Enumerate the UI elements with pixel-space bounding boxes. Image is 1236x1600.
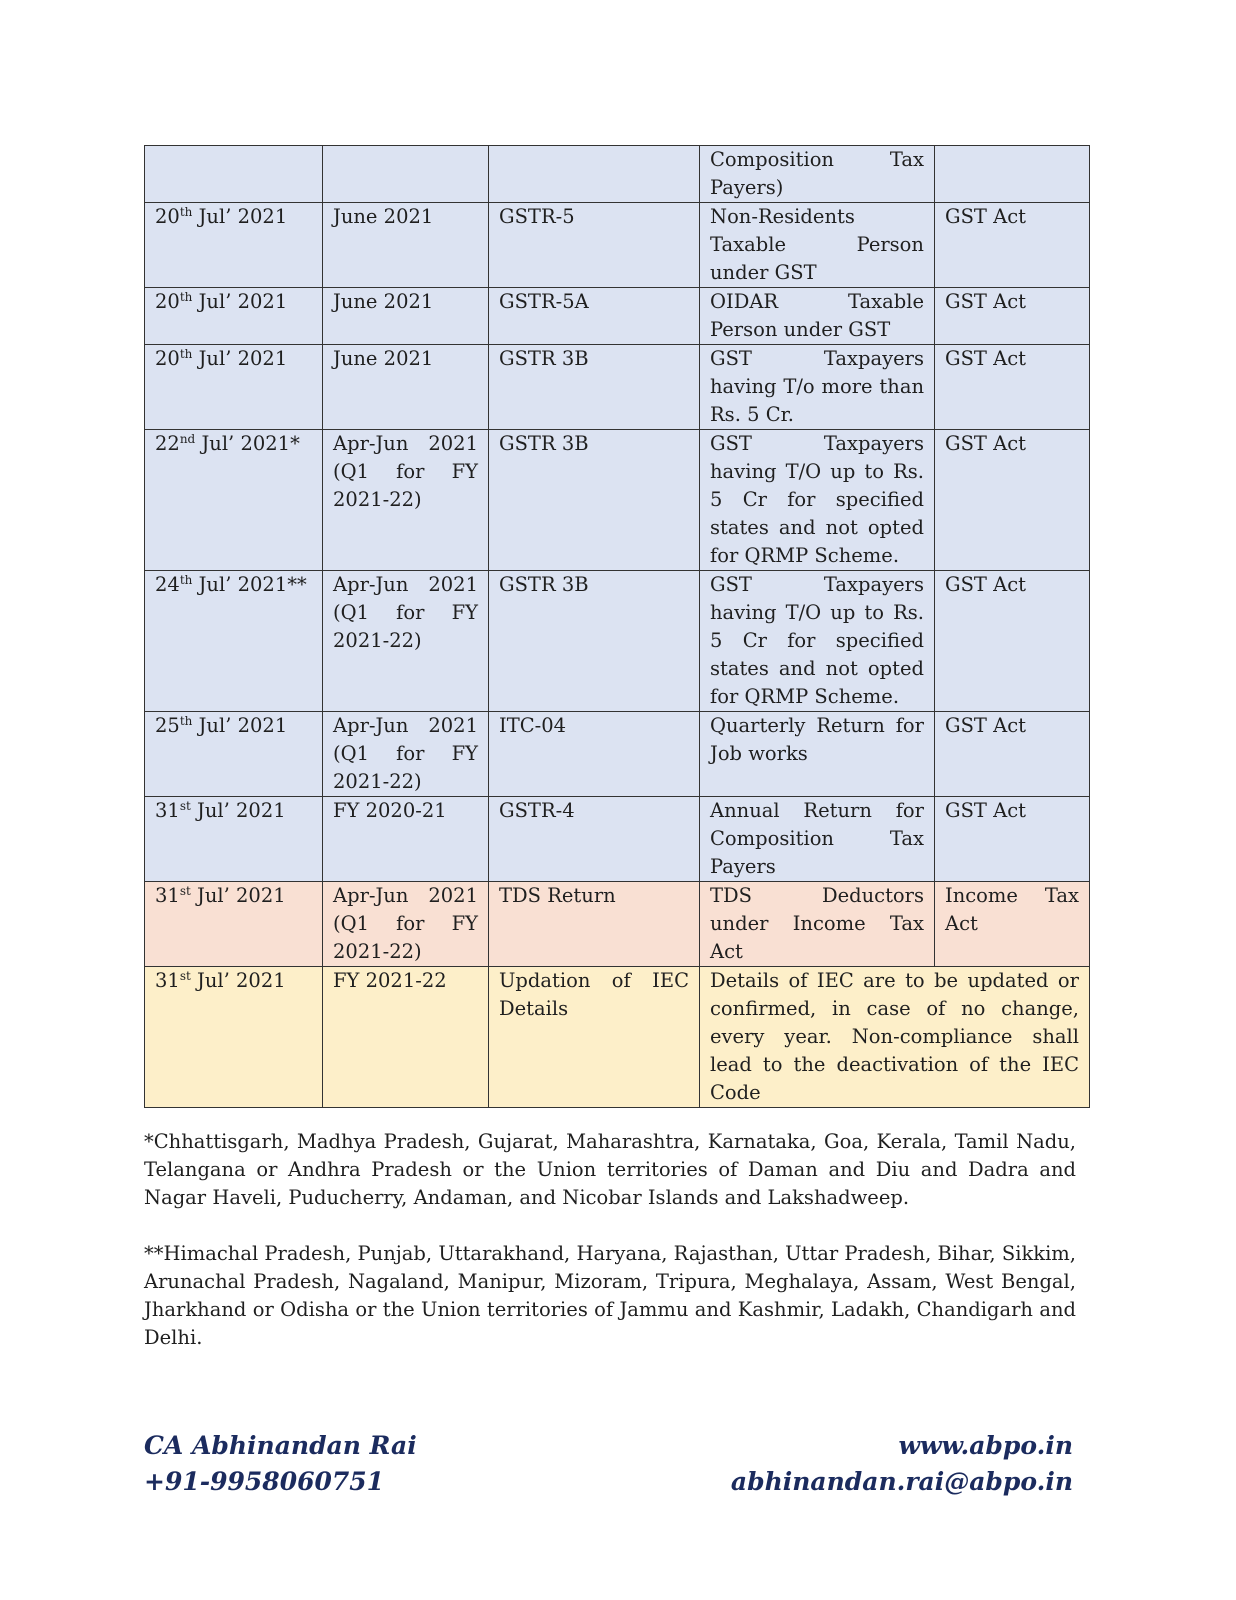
form-cell — [489, 967, 700, 1108]
table-row — [145, 882, 1090, 967]
form-cell-text: GSTR 3B — [499, 432, 589, 455]
applicable-to-cell-text: Composition Tax Payers) — [710, 148, 924, 199]
applicable-to-cell-text: Annual Return for Composition Tax Payers — [710, 799, 924, 878]
period-cell-text: Apr-Jun 2021 (Q1 for FY 2021-22) — [333, 573, 478, 652]
act-cell — [935, 288, 1090, 345]
day-ordinal-suffix: st — [179, 884, 191, 898]
applicable-to-cell — [700, 345, 935, 430]
due-day: 20 — [155, 290, 180, 313]
table-body — [145, 146, 1090, 1108]
applicable-to-cell — [700, 882, 935, 967]
day-ordinal-suffix: th — [179, 347, 193, 361]
period-cell — [323, 146, 489, 203]
due-date-cell — [145, 967, 323, 1108]
due-month-year: Jul’ 2021 — [192, 714, 288, 737]
act-cell-text: Income Tax Act — [945, 884, 1079, 935]
applicable-to-cell — [700, 797, 935, 882]
due-month-year: Jul’ 2021 — [192, 347, 288, 370]
act-cell — [935, 430, 1090, 571]
period-cell — [323, 797, 489, 882]
act-cell — [935, 571, 1090, 712]
applicable-to-cell-text: GST Taxpayers having T/o more than Rs. 5 Cr. — [710, 347, 924, 426]
footnote-single-asterisk: *Chhattisgarh, Madhya Pradesh, Gujarat, Maharashtra, Karnataka, Goa, Kerala, Tamil Nadu, Telangana or Andhra Pradesh or the Union territories of Daman and Diu and Dadra and Nagar Haveli, Puducherry, Andaman, and Nicobar Islands and Lakshadweep. — [144, 1130, 1076, 1209]
due-date-cell — [145, 882, 323, 967]
period-cell-text: Apr-Jun 2021 (Q1 for FY 2021-22) — [333, 884, 478, 963]
period-cell-text: Apr-Jun 2021 (Q1 for FY 2021-22) — [333, 432, 478, 511]
form-cell — [489, 146, 700, 203]
period-cell-text: June 2021 — [333, 205, 434, 228]
due-day: 22 — [155, 432, 180, 455]
signature-right-block — [731, 1428, 1073, 1500]
table-row — [145, 430, 1090, 571]
due-date-cell — [145, 712, 323, 797]
act-cell-text: GST Act — [945, 714, 1026, 737]
table-row — [145, 146, 1090, 203]
applicable-to-cell-text: TDS Deductors under Income Tax Act — [710, 884, 924, 963]
day-ordinal-suffix: st — [179, 799, 191, 813]
act-cell-text: GST Act — [945, 290, 1026, 313]
act-cell-text: GST Act — [945, 573, 1026, 596]
form-cell — [489, 345, 700, 430]
due-date-cell — [145, 571, 323, 712]
day-ordinal-suffix: th — [179, 205, 193, 219]
applicable-to-cell — [700, 967, 1090, 1108]
table-row — [145, 288, 1090, 345]
due-month-year: Jul’ 2021 — [190, 969, 286, 992]
form-cell — [489, 797, 700, 882]
form-cell — [489, 571, 700, 712]
period-cell-text: June 2021 — [333, 347, 434, 370]
due-day: 31 — [155, 799, 180, 822]
due-date-cell — [145, 345, 323, 430]
applicable-to-cell — [700, 288, 935, 345]
form-cell — [489, 712, 700, 797]
footnote-double-asterisk: **Himachal Pradesh, Punjab, Uttarakhand, Haryana, Rajasthan, Uttar Pradesh, Bihar, Sikkim, Arunachal Pradesh, Nagaland, Manipur, Mizoram, Tripura, Meghalaya, Assam, West Bengal, Jharkhand or Odisha or the Union territories of Jammu and Kashmir, Ladakh, Chandigarh and Delhi. — [144, 1242, 1076, 1349]
author-phone: +91-9958060751 — [144, 1467, 385, 1496]
due-day: 20 — [155, 205, 180, 228]
applicable-to-cell-text: OIDAR Taxable Person under GST — [710, 290, 924, 341]
compliance-calendar-table — [144, 145, 1090, 1108]
period-cell-text: FY 2020-21 — [333, 799, 447, 822]
act-cell — [935, 203, 1090, 288]
applicable-to-cell — [700, 146, 935, 203]
applicable-to-cell — [700, 712, 935, 797]
due-date-cell — [145, 146, 323, 203]
period-cell-text: Apr-Jun 2021 (Q1 for FY 2021-22) — [333, 714, 478, 793]
form-cell — [489, 288, 700, 345]
form-cell-text: GSTR-4 — [499, 799, 575, 822]
due-day: 31 — [155, 884, 180, 907]
table-row — [145, 571, 1090, 712]
act-cell-text: GST Act — [945, 799, 1026, 822]
due-month-year: Jul’ 2021** — [192, 573, 307, 596]
period-cell-text: June 2021 — [333, 290, 434, 313]
due-date-cell — [145, 203, 323, 288]
table-row — [145, 345, 1090, 430]
applicable-to-cell — [700, 571, 935, 712]
form-cell — [489, 430, 700, 571]
form-cell — [489, 203, 700, 288]
due-date-cell — [145, 430, 323, 571]
act-cell — [935, 797, 1090, 882]
day-ordinal-suffix: th — [179, 573, 193, 587]
form-cell-text: GSTR-5A — [499, 290, 589, 313]
due-month-year: Jul’ 2021 — [190, 884, 286, 907]
form-cell-text: TDS Return — [499, 884, 616, 907]
due-day: 31 — [155, 969, 180, 992]
applicable-to-cell-text: Details of IEC are to be updated or confirmed, in case of no change, every year. Non-compliance shall lead to the deactivation of the IEC Code — [710, 969, 1079, 1104]
applicable-to-cell-text: GST Taxpayers having T/O up to Rs. 5 Cr for specified states and not opted for QRMP Scheme. — [710, 573, 924, 708]
due-month-year: Jul’ 2021 — [192, 290, 288, 313]
applicable-to-cell — [700, 430, 935, 571]
act-cell — [935, 712, 1090, 797]
form-cell — [489, 882, 700, 967]
act-cell — [935, 345, 1090, 430]
due-month-year: Jul’ 2021* — [195, 432, 300, 455]
period-cell — [323, 345, 489, 430]
table-row — [145, 967, 1090, 1108]
due-date-cell — [145, 797, 323, 882]
day-ordinal-suffix: st — [179, 969, 191, 983]
table-row — [145, 203, 1090, 288]
day-ordinal-suffix: nd — [179, 432, 196, 446]
period-cell — [323, 288, 489, 345]
form-cell-text: GSTR-5 — [499, 205, 575, 228]
due-month-year: Jul’ 2021 — [192, 205, 288, 228]
due-day: 25 — [155, 714, 180, 737]
table-row — [145, 712, 1090, 797]
period-cell-text: FY 2021-22 — [333, 969, 447, 992]
act-cell-text: GST Act — [945, 432, 1026, 455]
day-ordinal-suffix: th — [179, 290, 193, 304]
period-cell — [323, 430, 489, 571]
table-row — [145, 797, 1090, 882]
form-cell-text: GSTR 3B — [499, 573, 589, 596]
act-cell-text: GST Act — [945, 205, 1026, 228]
applicable-to-cell — [700, 203, 935, 288]
signature-left-block — [144, 1428, 417, 1500]
due-month-year: Jul’ 2021 — [190, 799, 286, 822]
period-cell — [323, 712, 489, 797]
email-link[interactable]: abhinandan.rai@abpo.in — [730, 1467, 1073, 1496]
form-cell-text: GSTR 3B — [499, 347, 589, 370]
day-ordinal-suffix: th — [179, 714, 193, 728]
act-cell-text: GST Act — [945, 347, 1026, 370]
author-name: CA Abhinandan Rai — [144, 1431, 417, 1460]
form-cell-text: Updation of IEC Details — [499, 969, 689, 1020]
due-date-cell — [145, 288, 323, 345]
period-cell — [323, 571, 489, 712]
applicable-to-cell-text: GST Taxpayers having T/O up to Rs. 5 Cr for specified states and not opted for QRMP Scheme. — [710, 432, 924, 567]
website-link[interactable]: www.abpo.in — [898, 1431, 1073, 1460]
form-cell-text: ITC-04 — [499, 714, 567, 737]
due-day: 24 — [155, 573, 180, 596]
act-cell — [935, 146, 1090, 203]
applicable-to-cell-text: Non-Residents Taxable Person under GST — [710, 205, 924, 284]
period-cell — [323, 967, 489, 1108]
applicable-to-cell-text: Quarterly Return for Job works — [710, 714, 924, 765]
period-cell — [323, 882, 489, 967]
due-day: 20 — [155, 347, 180, 370]
act-cell — [935, 882, 1090, 967]
period-cell — [323, 203, 489, 288]
